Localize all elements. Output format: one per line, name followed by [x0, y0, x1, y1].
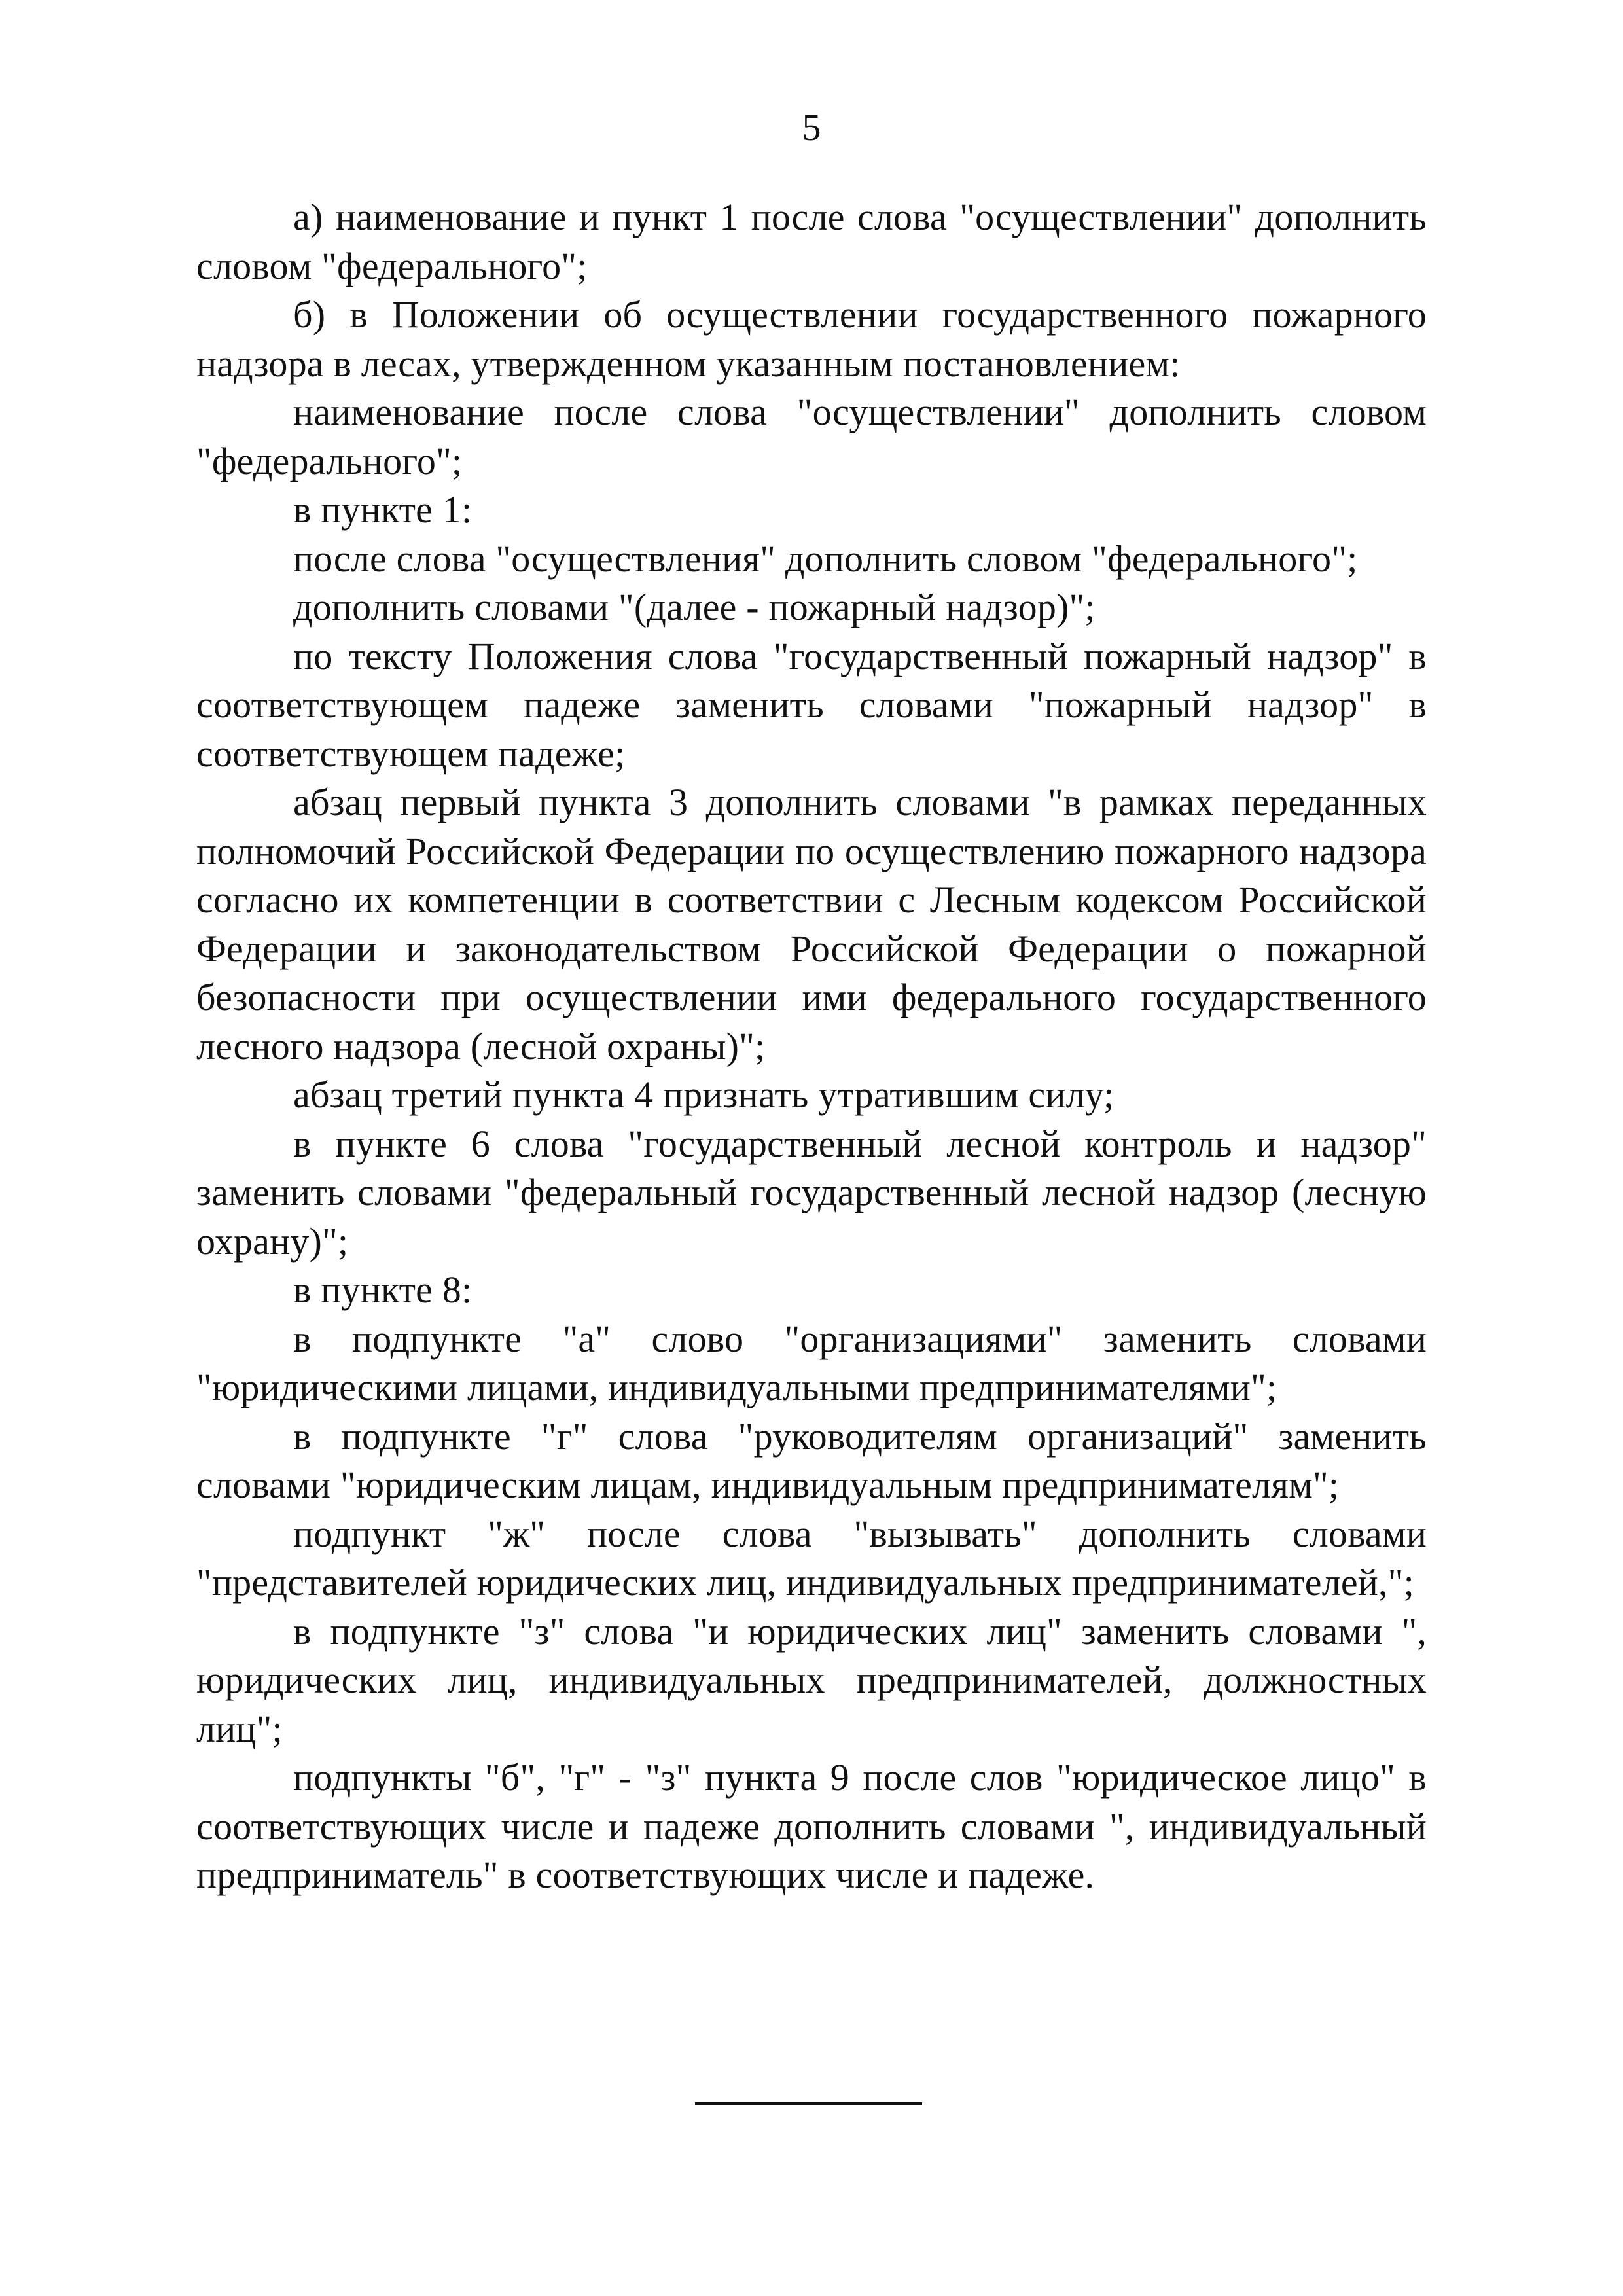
paragraph-point-8-sub-z: в подпункте "з" слова "и юридических лиц" заменить словами ", юридических лиц, индивидуальных предпринимателей, должностных лиц";	[196, 1609, 1427, 1750]
paragraph-point-1-item-1: после слова "осуществления" дополнить словом "федерального";	[293, 537, 1358, 580]
paragraph-point-3: абзац первый пункта 3 дополнить словами "в рамках переданных полномочий Российской Федерации по осуществлению пожарного надзора согласно их компетенции в соответствии с Лесным кодексом Российской Федерации и законодательством Российской Федерации о пожарной безопасности при осуществлении ими федерального государственного лесного надзора (лесной охраны)";	[196, 781, 1427, 1067]
paragraph-point-8-sub-zh: подпункт "ж" после слова "вызывать" дополнить словами "представителей юридических лиц, индивидуальных предпринимателей,";	[196, 1512, 1427, 1604]
document-body	[196, 193, 1427, 1900]
paragraph-point-1-item-2: дополнить словами "(далее - пожарный надзор)";	[293, 586, 1096, 628]
paragraph-point-6: в пункте 6 слова "государственный лесной контроль и надзор" заменить словами "федеральный государственный лесной надзор (лесную охрану)";	[196, 1122, 1427, 1263]
paragraph-text-replacement: по тексту Положения слова "государственный пожарный надзор" в соответствующем падеже заменить словами "пожарный надзор" в соответствующем падеже;	[196, 634, 1427, 775]
paragraph-a: а) наименование и пункт 1 после слова "осуществлении" дополнить словом "федерального";	[196, 196, 1427, 287]
paragraph-point-1-heading: в пункте 1:	[293, 488, 473, 531]
paragraph-point-4: абзац третий пункта 4 признать утратившим силу;	[293, 1073, 1115, 1116]
paragraph-point-9: подпункты "б", "г" - "з" пункта 9 после слов "юридическое лицо" в соответствующих числе и падеже дополнить словами ", индивидуальный предприниматель" в соответствующих числе и падеже.	[196, 1756, 1427, 1896]
paragraph-point-8-sub-g: в подпункте "г" слова "руководителям организаций" заменить словами "юридическим лицам, индивидуальным предпринимателям";	[196, 1414, 1427, 1506]
page-number: 5	[802, 106, 821, 149]
paragraph-title-amendment: наименование после слова "осуществлении" дополнить словом "федерального";	[196, 391, 1427, 482]
paragraph-point-8-heading: в пункте 8:	[293, 1268, 473, 1311]
end-of-document-rule	[695, 2102, 922, 2105]
paragraph-point-8-sub-a: в подпункте "а" слово "организациями" заменить словами "юридическими лицами, индивидуальными предпринимателями";	[196, 1317, 1427, 1408]
paragraph-b: б) в Положении об осуществлении государственного пожарного надзора в лесах, утвержденном указанным постановлением:	[196, 293, 1427, 385]
